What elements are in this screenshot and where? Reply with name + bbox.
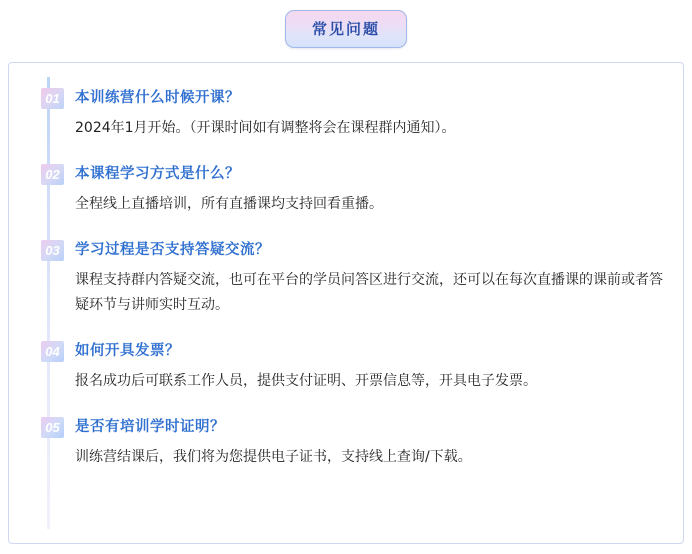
faq-question: 是否有培训学时证明？ xyxy=(75,419,225,435)
faq-card xyxy=(8,62,684,544)
faq-number-badge: 04 xyxy=(41,341,64,362)
faq-number-badge: 02 xyxy=(41,164,64,185)
faq-number-badge: 03 xyxy=(41,240,64,261)
faq-answer: 训练营结课后，我们将为您提供电子证书，支持线上查询/下载。 xyxy=(75,449,472,465)
faq-item xyxy=(41,340,667,394)
faq-question: 学习过程是否支持答疑交流？ xyxy=(75,242,270,258)
faq-question: 本训练营什么时候开课？ xyxy=(75,90,240,106)
faq-answer: 全程线上直播培训，所有直播课均支持回看重播。 xyxy=(75,196,383,212)
faq-number-badge: 01 xyxy=(41,88,64,109)
faq-item xyxy=(41,163,667,217)
faq-item xyxy=(41,416,667,470)
faq-answer: 报名成功后可联系工作人员，提供支付证明、开票信息等，开具电子发票。 xyxy=(75,373,537,389)
faq-item xyxy=(41,87,667,141)
faq-list xyxy=(9,63,685,492)
page-title: 常见问题 xyxy=(285,10,407,48)
faq-answer: 2024年1月开始。（开课时间如有调整将会在课程群内通知）。 xyxy=(75,120,456,136)
faq-answer: 课程支持群内答疑交流，也可在平台的学员问答区进行交流，还可以在每次直播课的课前或者答疑环节与讲师实时互动。 xyxy=(75,272,663,313)
faq-question: 本课程学习方式是什么？ xyxy=(75,166,240,182)
faq-question: 如何开具发票？ xyxy=(75,343,180,359)
faq-item xyxy=(41,239,667,318)
faq-number-badge: 05 xyxy=(41,417,64,438)
page-title-container xyxy=(0,10,692,48)
